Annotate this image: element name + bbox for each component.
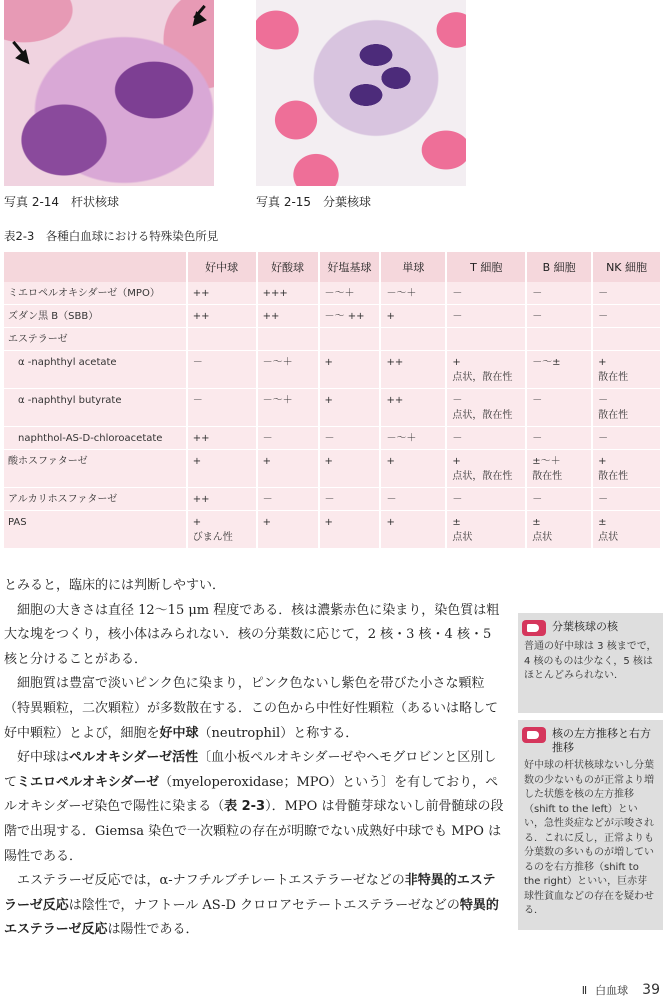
note-title: 核の左方推移と右方推移 (552, 727, 651, 754)
term-myeloperoxidase: ミエロペルオキシダーゼ (17, 774, 160, 790)
paragraph (4, 672, 504, 746)
text-run: は陰性で，ナフトール AS-D クロロアセテートエステラーゼなどの (68, 897, 460, 913)
table-row (4, 305, 661, 328)
photo-caption-2: 写真 2-15 分葉核球 (256, 195, 372, 209)
table-cell (257, 328, 319, 351)
table-cell: ±～＋ 散在性 (526, 450, 592, 488)
row-label: PAS (4, 511, 187, 549)
arrow-icon (15, 49, 35, 69)
table-cell: － (319, 427, 381, 450)
text-run: 好中球は (17, 750, 70, 766)
photo-band-neutrophil (4, 0, 214, 186)
table-row (4, 488, 661, 511)
text-run: 細胞質は豊富で淡いピンク色に染まり，ピンク色ないし紫色を帯びた小さな顆粒（特異顆粒，二次顆粒）が多数散在する．この色から中性好性顆粒（あるいは略して好中顆粒）とよび，細胞を (4, 676, 499, 741)
text-run: （neutrophil）と称する． (198, 725, 359, 741)
table-cell (319, 328, 381, 351)
note-heading (518, 613, 663, 638)
table-header: NK 細胞 (592, 252, 661, 282)
table-cell: + (257, 450, 319, 488)
row-label: α -naphthyl acetate (4, 351, 187, 389)
table-cell: － 散在性 (592, 389, 661, 427)
table-cell (380, 328, 446, 351)
table-cell: － (187, 389, 257, 427)
table-cell: － (526, 305, 592, 328)
table-cell: ++ (257, 305, 319, 328)
paragraph: 細胞の大きさは直径 12～15 μm 程度である．核は濃紫赤色に染まり，染色質は粗大な塊をつくり，核小体はみられない．核の分葉数に応じて，2 核・3 核・4 核・5 核と分けることがある． (4, 602, 500, 667)
section-name: 白血球 (595, 984, 629, 997)
text-run: （myeloperoxidase；MPO）という〕を有しており，ペルオキシダーゼ染色で陽性に染まる（ (4, 774, 499, 815)
table-cell: － (187, 351, 257, 389)
row-label: naphthol-AS-D-chloroacetate (4, 427, 187, 450)
text-run: は陽性である． (107, 922, 199, 938)
text-run: ）．MPO は骨髄芽球ないし前骨髄球の段階で出現する．Giemsa 染色で一次顆粒の存在が明瞭でない成熟好中球でも MPO は陽性である． (4, 799, 504, 864)
arrow-icon (187, 11, 207, 31)
table-cell: ± 点状 (446, 511, 526, 549)
table-cell: － (592, 488, 661, 511)
table-cell: + (319, 389, 381, 427)
term-specific-esterase: 特異的エステラーゼ反応 (4, 897, 499, 938)
table-cell: － 点状，散在性 (446, 389, 526, 427)
table-cell: － (592, 427, 661, 450)
table-cell (187, 328, 257, 351)
table-cell: － (526, 427, 592, 450)
table-cell: ++ (187, 305, 257, 328)
paragraph: とみると，臨床的には判断しやすい． (4, 578, 226, 593)
table-header (4, 252, 187, 282)
side-note-nuclear-shift (518, 720, 663, 930)
table-row (4, 427, 661, 450)
table-cell: ++ (187, 488, 257, 511)
table-cell: ± 点状 (526, 511, 592, 549)
table-cell: + (319, 450, 381, 488)
table-cell: + (380, 305, 446, 328)
table-cell: － (526, 389, 592, 427)
text-run: 〔血小板ペルオキシダーゼやヘモグロビンと区別して (4, 750, 497, 790)
table-cell: + 散在性 (592, 450, 661, 488)
table-cell: － (257, 488, 319, 511)
table-cell: － (257, 427, 319, 450)
page-footer (582, 982, 660, 998)
term-neutrophil: 好中球 (159, 725, 199, 741)
table-cell: + (187, 450, 257, 488)
table-cell: + (380, 511, 446, 549)
table-header: 好中球 (187, 252, 257, 282)
table-cell: －～＋ (380, 282, 446, 305)
note-body: 普通の好中球は 3 核までで，4 核のものは少なく，5 核はほとんどみられない． (524, 641, 657, 681)
table-cell: +++ (257, 282, 319, 305)
table-cell: + (319, 351, 381, 389)
table-header: B 細胞 (526, 252, 592, 282)
table-cell: －～＋ (380, 427, 446, 450)
table-row (4, 351, 661, 389)
photo-segmented-neutrophil (256, 0, 466, 186)
table-cell: －～ ++ (319, 305, 381, 328)
table-cell: － (592, 282, 661, 305)
pointing-hand-icon (522, 620, 546, 636)
table-cell: － (319, 488, 381, 511)
table-title: 表2-3 各種白血球における特殊染色所見 (4, 229, 219, 243)
table-cell: + 点状，散在性 (446, 351, 526, 389)
table-header-row (4, 252, 661, 282)
row-label: ズダン黒 B（SBB） (4, 305, 187, 328)
table-row (4, 511, 661, 549)
table-cell: + 散在性 (592, 351, 661, 389)
paragraph (4, 746, 504, 869)
table-row (4, 282, 661, 305)
pointing-hand-icon (522, 727, 546, 743)
row-label: α -naphthyl butyrate (4, 389, 187, 427)
note-title: 分葉核球の核 (552, 620, 618, 633)
table-cell: + (257, 511, 319, 549)
table-cell: ++ (380, 389, 446, 427)
page-number: 39 (642, 982, 660, 998)
row-label: 酸ホスファターゼ (4, 450, 187, 488)
row-label: ミエロペルオキシダーゼ（MPO） (4, 282, 187, 305)
table-cell: + (319, 511, 381, 549)
table-cell: ± 点状 (592, 511, 661, 549)
table-cell: － (526, 282, 592, 305)
term-peroxidase: ペルオキシダーゼ活性 (69, 750, 199, 766)
paragraph (4, 869, 504, 943)
table-cell: － (446, 427, 526, 450)
row-label: エステラーゼ (4, 328, 187, 351)
photo-caption-1: 写真 2-14 杆状核球 (4, 195, 120, 209)
table-cell: + びまん性 (187, 511, 257, 549)
table-cell: + (380, 450, 446, 488)
table-row (4, 328, 661, 351)
table-cell: －～＋ (257, 351, 319, 389)
body-text (4, 574, 504, 943)
note-body: 好中球の杆状核球ないし分葉数の少ないものが正常より増した状態を核の左方推移（shift to the left）といい，急性炎症などが示唆される．これに反し，正常よりも分葉数の多いものが増しているのを右方推移（shift to the right）といい，巨赤芽球性貧血などの存在を疑わせる． (524, 760, 654, 916)
row-label: アルカリホスファターゼ (4, 488, 187, 511)
table-cell: + 点状，散在性 (446, 450, 526, 488)
table-cell: － (380, 488, 446, 511)
stain-table (4, 252, 662, 549)
table-cell (592, 328, 661, 351)
table-cell: － (446, 305, 526, 328)
note-heading (518, 720, 663, 757)
table-cell: －～± (526, 351, 592, 389)
table-cell: －～＋ (319, 282, 381, 305)
table-cell: ++ (380, 351, 446, 389)
table-cell: ++ (187, 282, 257, 305)
table-header: 好酸球 (257, 252, 319, 282)
table-row (4, 450, 661, 488)
table-cell: －～＋ (257, 389, 319, 427)
table-header: 好塩基球 (319, 252, 381, 282)
table-cell: － (446, 282, 526, 305)
table-cell: － (446, 488, 526, 511)
table-row (4, 389, 661, 427)
table-cell: － (592, 305, 661, 328)
table-cell (446, 328, 526, 351)
term-nonspecific-esterase: 非特異的エステラーゼ反応 (4, 873, 496, 913)
text-run: エステラーゼ反応では，α-ナフチルブチレートエステラーゼなどの (17, 873, 405, 889)
side-note-segmented-nucleus (518, 613, 663, 713)
table-header: T 細胞 (446, 252, 526, 282)
section-mark: Ⅱ (581, 984, 588, 997)
table-reference: 表 2-3 (224, 799, 266, 815)
table-cell: ++ (187, 427, 257, 450)
table-header: 単球 (380, 252, 446, 282)
table-cell: － (526, 488, 592, 511)
table-cell (526, 328, 592, 351)
